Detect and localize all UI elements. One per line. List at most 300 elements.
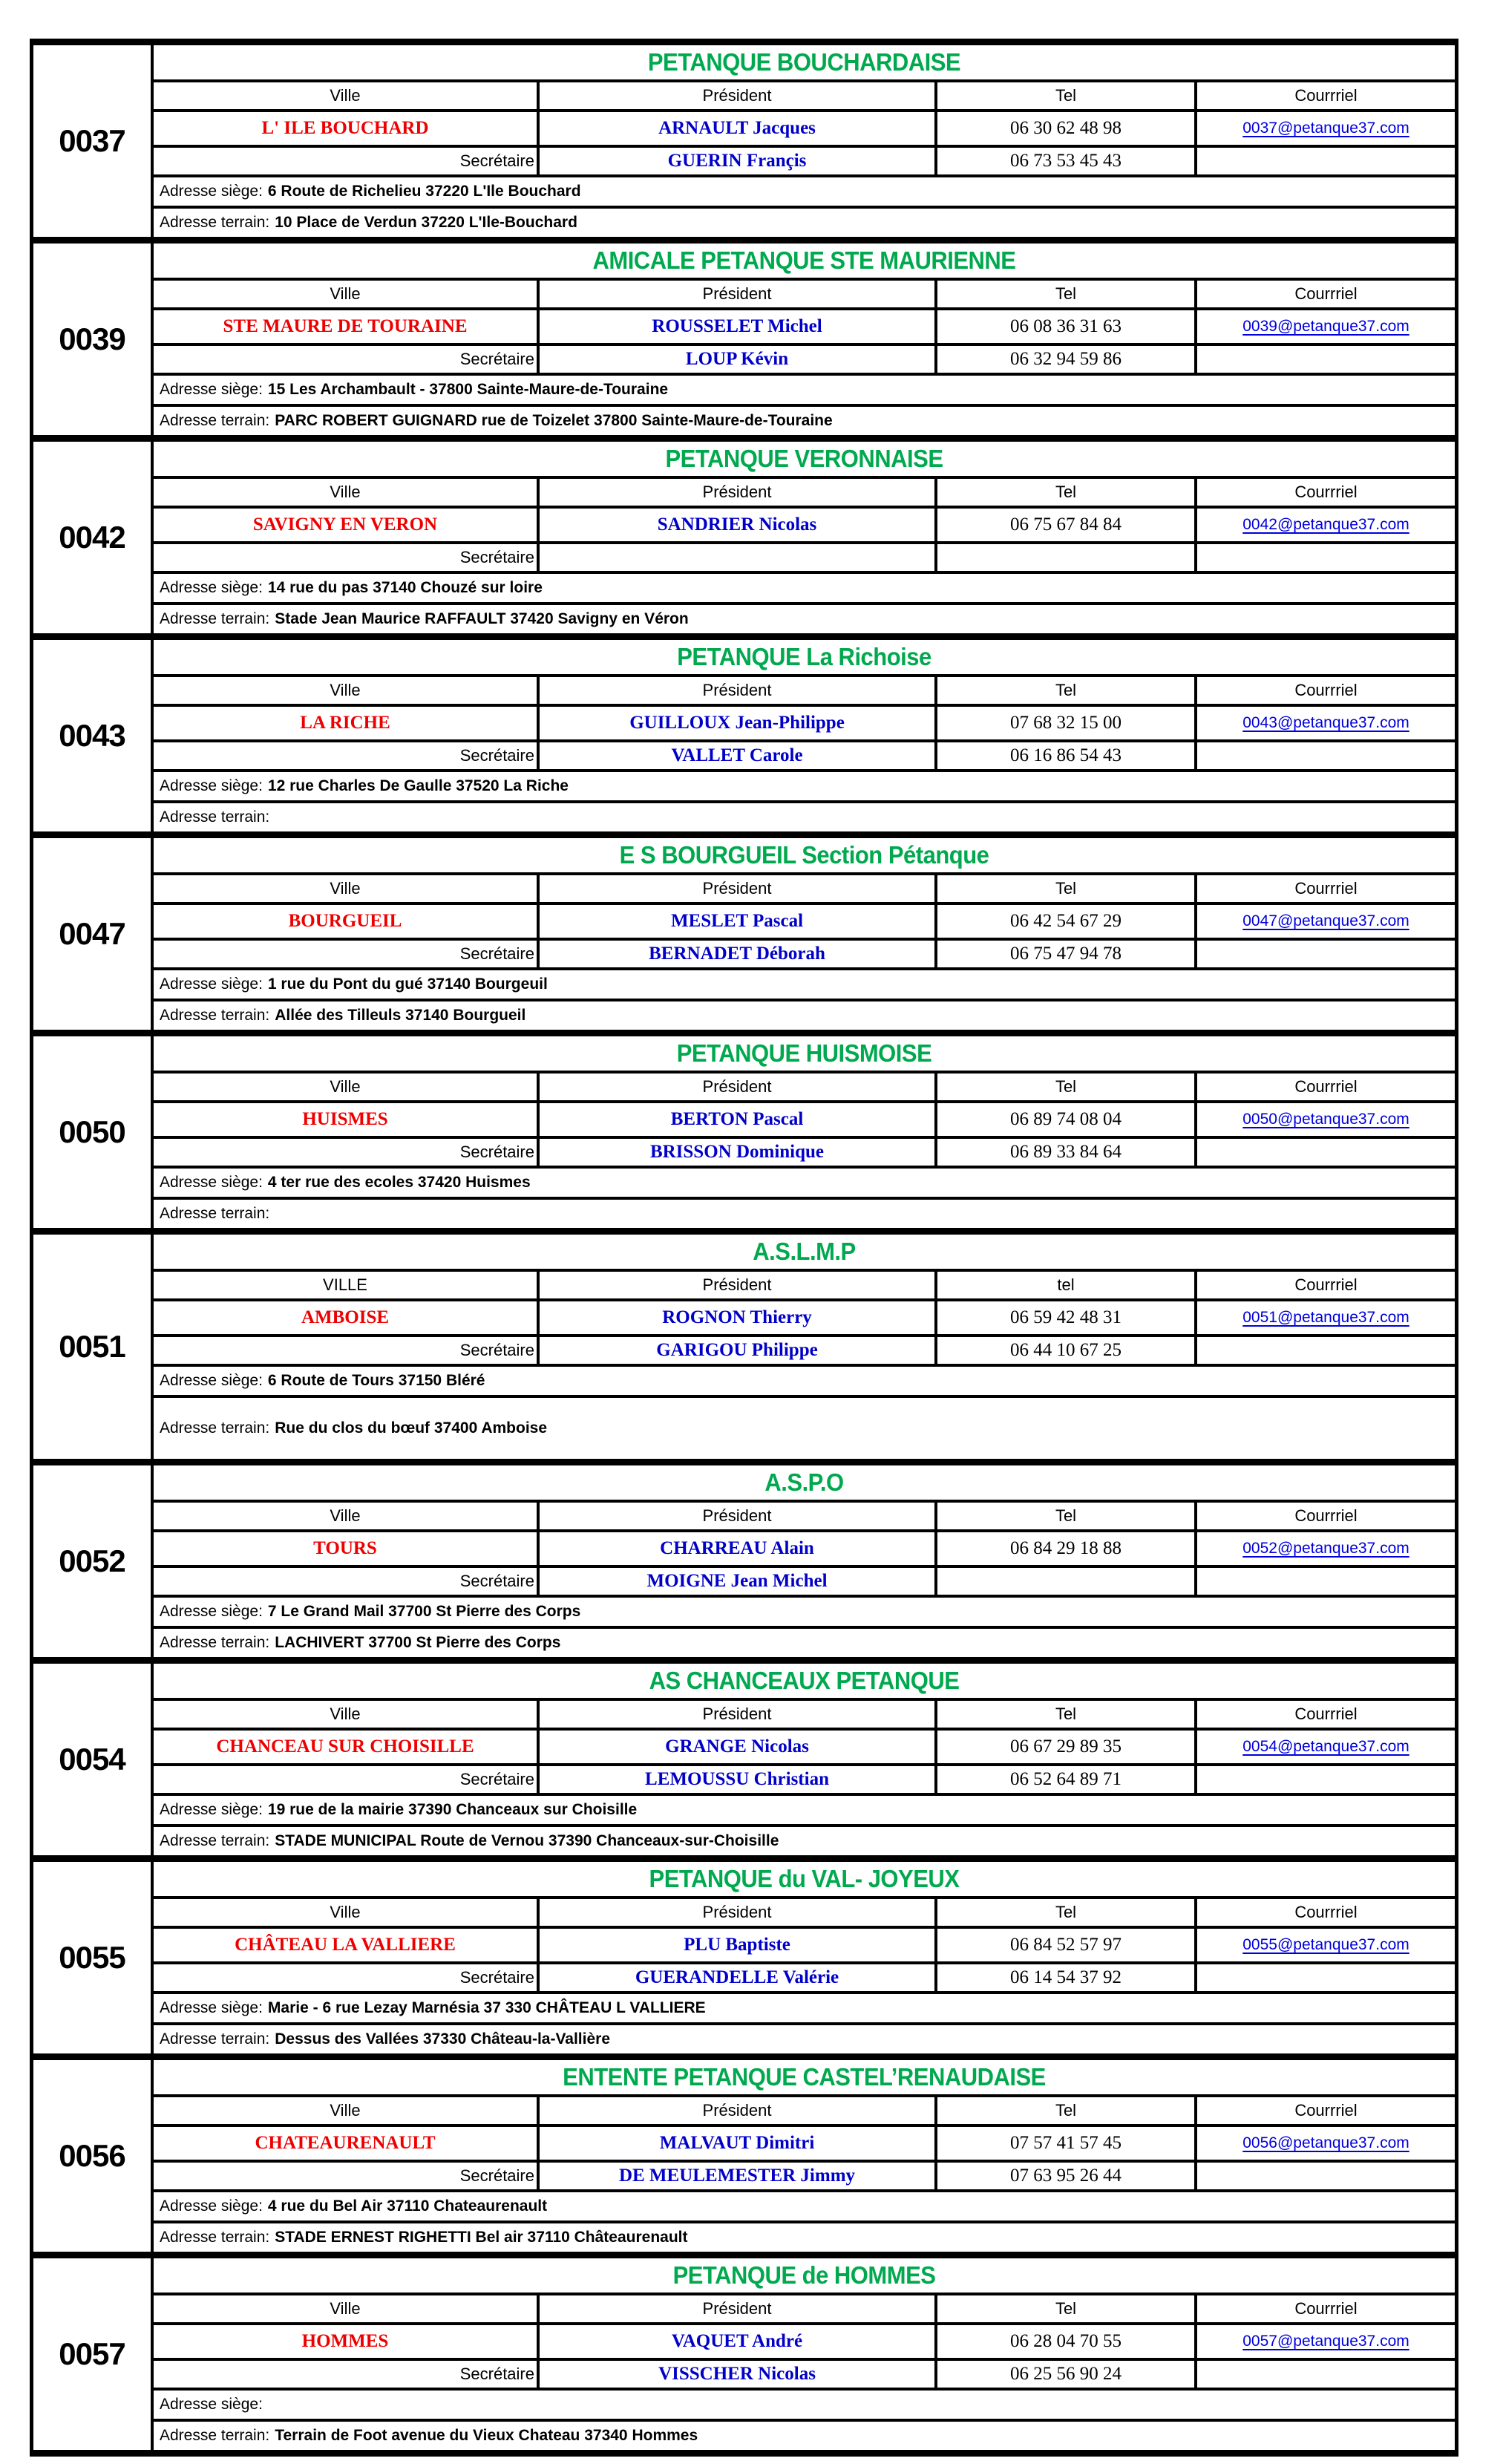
club-city: HUISMES [302, 1109, 388, 1129]
secretary-label: Secrétaire [459, 151, 534, 170]
club-number: 0055 [59, 1940, 125, 1975]
col-header-president: Président [537, 479, 934, 506]
adresse-terrain-row [154, 206, 1455, 237]
club-table [151, 2060, 1455, 2252]
president-email-cell [1194, 310, 1455, 343]
club-table [151, 2258, 1455, 2450]
col-header-president: Président [537, 82, 934, 109]
president-row [154, 2124, 1455, 2160]
secretary-tel: 06 75 47 94 78 [934, 941, 1194, 967]
president-row [154, 1926, 1455, 1961]
column-header-row [154, 1269, 1455, 1298]
secretary-email-cell [1194, 1139, 1455, 1166]
secretary-label: Secrétaire [459, 548, 534, 566]
club-number: 0042 [59, 520, 125, 555]
adresse-siege-row [154, 1595, 1455, 1626]
col-header-president: Président [537, 1701, 934, 1728]
adresse-siege-label: Adresse siège: [160, 183, 263, 200]
col-header-courriel: Courrriel [1194, 1073, 1455, 1100]
club-number: 0051 [59, 1329, 125, 1364]
president-email-cell [1194, 1532, 1455, 1565]
club-city: CHANCEAU SUR CHOISILLE [216, 1736, 474, 1757]
president-email-cell [1194, 509, 1455, 541]
adresse-terrain-label: Adresse terrain: [160, 2427, 270, 2444]
club-number: 0047 [59, 916, 125, 951]
adresse-siege-row [154, 2388, 1455, 2419]
adresse-terrain-label: Adresse terrain: [160, 1832, 270, 1849]
club-title: E S BOURGUEIL Section Pétanque [619, 840, 989, 869]
president-tel: 06 28 04 70 55 [934, 2325, 1194, 2358]
club-block [30, 633, 1458, 831]
president-row [154, 506, 1455, 541]
col-header-ville: Ville [330, 1705, 361, 1723]
col-header-tel: Tel [934, 1073, 1194, 1100]
col-header-ville: Ville [330, 2299, 361, 2318]
secretary-label: Secrétaire [459, 1572, 534, 1590]
secretary-row [154, 938, 1455, 967]
adresse-siege-row [154, 2189, 1455, 2220]
club-block [30, 2053, 1458, 2252]
secretary-tel [934, 544, 1194, 571]
clubs-list [30, 39, 1458, 2457]
secretary-label: Secrétaire [459, 350, 534, 368]
adresse-siege-label: Adresse siège: [160, 1372, 263, 1389]
club-number: 0052 [59, 1543, 125, 1578]
secretary-name: BRISSON Dominique [537, 1139, 934, 1166]
adresse-siege-row [154, 967, 1455, 999]
club-block [30, 435, 1458, 633]
club-email-link[interactable]: 0054@petanque37.com [1242, 1738, 1409, 1755]
club-title-row [154, 1664, 1455, 1698]
president-name: ROUSSELET Michel [537, 310, 934, 343]
club-title: PETANQUE HUISMOISE [676, 1039, 932, 1068]
secretary-tel: 06 89 33 84 64 [934, 1139, 1194, 1166]
secretary-label: Secrétaire [459, 1143, 534, 1161]
president-name: GRANGE Nicolas [537, 1731, 934, 1763]
col-header-tel: Tel [934, 875, 1194, 902]
club-city: CHÂTEAU LA VALLIERE [235, 1935, 456, 1955]
president-name: GUILLOUX Jean-Philippe [537, 707, 934, 739]
club-title: PETANQUE VERONNAISE [665, 444, 943, 473]
column-header-row [154, 2293, 1455, 2322]
adresse-siege-value: 12 rue Charles De Gaulle 37520 La Riche [267, 777, 569, 794]
club-email-link[interactable]: 0039@petanque37.com [1242, 318, 1409, 335]
secretary-tel: 06 73 53 45 43 [934, 148, 1194, 174]
col-header-courriel: Courrriel [1194, 479, 1455, 506]
club-block [30, 1855, 1458, 2053]
club-email-link[interactable]: 0051@petanque37.com [1242, 1309, 1409, 1326]
secretary-row [154, 1565, 1455, 1595]
col-header-courriel: Courrriel [1194, 1701, 1455, 1728]
adresse-terrain-label: Adresse terrain: [160, 1419, 270, 1437]
president-row [154, 1529, 1455, 1565]
club-email-link[interactable]: 0047@petanque37.com [1242, 912, 1409, 929]
club-title: PETANQUE du VAL- JOYEUX [649, 1864, 960, 1893]
col-header-ville: Ville [330, 2101, 361, 2120]
club-email-link[interactable]: 0050@petanque37.com [1242, 1111, 1409, 1128]
president-name: SANDRIER Nicolas [537, 509, 934, 541]
secretary-email-cell [1194, 148, 1455, 174]
adresse-siege-label: Adresse siège: [160, 1603, 263, 1620]
col-header-courriel: Courrriel [1194, 1899, 1455, 1926]
secretary-tel: 06 32 94 59 86 [934, 346, 1194, 373]
adresse-terrain-row [154, 1197, 1455, 1228]
adresse-terrain-label: Adresse terrain: [160, 214, 270, 231]
secretary-tel: 06 52 64 89 71 [934, 1766, 1194, 1793]
adresse-siege-value: 14 rue du pas 37140 Chouzé sur loire [267, 579, 543, 596]
club-city: STE MAURE DE TOURAINE [223, 316, 468, 336]
president-email-cell [1194, 707, 1455, 739]
club-number: 0043 [59, 718, 125, 753]
club-table [151, 244, 1455, 435]
club-number: 0056 [59, 2138, 125, 2173]
secretary-tel: 06 25 56 90 24 [934, 2361, 1194, 2388]
secretary-email-cell [1194, 346, 1455, 373]
col-header-courriel: Courrriel [1194, 2295, 1455, 2322]
adresse-terrain-label: Adresse terrain: [160, 1007, 270, 1024]
adresse-siege-row [154, 1166, 1455, 1197]
club-table [151, 45, 1455, 237]
secretary-label: Secrétaire [459, 1968, 534, 1987]
secretary-label: Secrétaire [459, 746, 534, 765]
secretary-email-cell [1194, 1766, 1455, 1793]
president-row [154, 704, 1455, 739]
column-header-row [154, 278, 1455, 307]
secretary-name: VISSCHER Nicolas [537, 2361, 934, 2388]
president-name: BERTON Pascal [537, 1103, 934, 1136]
president-row [154, 902, 1455, 938]
secretary-email-cell [1194, 1568, 1455, 1595]
secretary-tel: 06 44 10 67 25 [934, 1337, 1194, 1364]
club-table [151, 640, 1455, 831]
secretary-row [154, 1961, 1455, 1991]
club-title-row [154, 442, 1455, 476]
adresse-siege-label: Adresse siège: [160, 381, 263, 398]
club-title-row [154, 1235, 1455, 1269]
col-header-courriel: Courrriel [1194, 677, 1455, 704]
club-title: PETANQUE BOUCHARDAISE [647, 48, 961, 76]
secretary-label: Secrétaire [459, 2166, 534, 2185]
president-tel: 06 84 29 18 88 [934, 1532, 1194, 1565]
club-title: A.S.L.M.P [753, 1237, 856, 1266]
club-email-link[interactable]: 0042@petanque37.com [1242, 516, 1409, 533]
club-city: TOURS [313, 1538, 377, 1558]
president-email-cell [1194, 1731, 1455, 1763]
secretary-name: GUERIN Françis [537, 148, 934, 174]
club-title-row [154, 45, 1455, 79]
club-number: 0050 [59, 1114, 125, 1149]
adresse-terrain-label: Adresse terrain: [160, 412, 270, 429]
adresse-terrain-row [154, 999, 1455, 1030]
club-number: 0054 [59, 1742, 125, 1777]
col-header-tel: Tel [934, 677, 1194, 704]
adresse-terrain-value: Rue du clos du bœuf 37400 Amboise [275, 1419, 548, 1437]
secretary-email-cell [1194, 941, 1455, 967]
club-number: 0057 [59, 2336, 125, 2371]
adresse-terrain-value: Stade Jean Maurice RAFFAULT 37420 Savigny en Véron [275, 610, 689, 627]
secretary-row [154, 2358, 1455, 2388]
col-header-ville: VILLE [323, 1275, 367, 1294]
col-header-president: Président [537, 875, 934, 902]
adresse-terrain-label: Adresse terrain: [160, 2030, 270, 2048]
col-header-tel: Tel [934, 1899, 1194, 1926]
secretary-tel: 06 16 86 54 43 [934, 742, 1194, 769]
adresse-siege-label: Adresse siège: [160, 579, 263, 596]
club-email-link[interactable]: 0057@petanque37.com [1242, 2333, 1409, 2350]
president-tel: 06 30 62 48 98 [934, 112, 1194, 145]
col-header-president: Président [537, 1899, 934, 1926]
adresse-terrain-row [154, 602, 1455, 633]
secretary-row [154, 1334, 1455, 1364]
club-email-link[interactable]: 0037@petanque37.com [1242, 120, 1409, 137]
adresse-terrain-value: 10 Place de Verdun 37220 L'Ile-Bouchard [275, 214, 577, 231]
secretary-row [154, 2160, 1455, 2189]
club-block [30, 39, 1458, 237]
adresse-terrain-value: LACHIVERT 37700 St Pierre des Corps [275, 1634, 561, 1651]
adresse-terrain-row [154, 1395, 1455, 1459]
col-header-president: Président [537, 2295, 934, 2322]
president-row [154, 1100, 1455, 1136]
col-header-president: Président [537, 2097, 934, 2124]
adresse-siege-value: 4 rue du Bel Air 37110 Chateaurenault [267, 2197, 548, 2215]
club-block [30, 1228, 1458, 1459]
president-row [154, 1298, 1455, 1334]
adresse-terrain-label: Adresse terrain: [160, 610, 270, 627]
secretary-email-cell [1194, 544, 1455, 571]
col-header-president: Président [537, 1073, 934, 1100]
president-tel: 06 84 52 57 97 [934, 1929, 1194, 1961]
col-header-president: Président [537, 281, 934, 307]
club-title: PETANQUE de HOMMES [672, 2261, 936, 2290]
col-header-president: Président [537, 1503, 934, 1529]
col-header-ville: Ville [330, 1077, 361, 1096]
secretary-name: VALLET Carole [537, 742, 934, 769]
adresse-terrain-row [154, 1824, 1455, 1855]
adresse-siege-row [154, 1364, 1455, 1395]
adresse-siege-row [154, 571, 1455, 602]
adresse-terrain-value: STADE ERNEST RIGHETTI Bel air 37110 Châteaurenault [275, 2229, 688, 2246]
president-email-cell [1194, 2127, 1455, 2160]
president-name: ARNAULT Jacques [537, 112, 934, 145]
club-title: AMICALE PETANQUE STE MAURIENNE [592, 246, 1016, 275]
column-header-row [154, 1698, 1455, 1728]
secretary-email-cell [1194, 1964, 1455, 1991]
club-table [151, 1036, 1455, 1228]
president-tel: 06 42 54 67 29 [934, 905, 1194, 938]
secretary-tel: 07 63 95 26 44 [934, 2163, 1194, 2189]
adresse-terrain-label: Adresse terrain: [160, 2229, 270, 2246]
secretary-tel: 06 14 54 37 92 [934, 1964, 1194, 1991]
adresse-siege-value: 19 rue de la mairie 37390 Chanceaux sur Choisille [267, 1801, 638, 1818]
adresse-terrain-row [154, 800, 1455, 831]
adresse-siege-label: Adresse siège: [160, 1999, 263, 2016]
secretary-email-cell [1194, 2163, 1455, 2189]
col-header-tel: Tel [934, 1701, 1194, 1728]
club-email-link[interactable]: 0043@petanque37.com [1242, 714, 1409, 731]
president-email-cell [1194, 1929, 1455, 1961]
adresse-siege-row [154, 373, 1455, 404]
column-header-row [154, 872, 1455, 902]
club-table [151, 442, 1455, 633]
president-name: VAQUET André [537, 2325, 934, 2358]
club-block [30, 1657, 1458, 1855]
club-title-row [154, 1862, 1455, 1896]
col-header-ville: Ville [330, 681, 361, 699]
col-header-courriel: Courrriel [1194, 875, 1455, 902]
adresse-siege-value: 6 Route de Tours 37150 Bléré [267, 1372, 485, 1389]
secretary-row [154, 739, 1455, 769]
secretary-tel [934, 1568, 1194, 1595]
col-header-tel: tel [934, 1272, 1194, 1298]
col-header-tel: Tel [934, 281, 1194, 307]
adresse-terrain-value: STADE MUNICIPAL Route de Vernou 37390 Chanceaux-sur-Choisille [275, 1832, 779, 1849]
president-tel: 07 57 41 57 45 [934, 2127, 1194, 2160]
adresse-siege-label: Adresse siège: [160, 2396, 263, 2413]
adresse-terrain-value: PARC ROBERT GUIGNARD rue de Toizelet 37800 Sainte-Maure-de-Touraine [275, 412, 833, 429]
club-title: A.S.P.O [764, 1468, 844, 1497]
president-row [154, 307, 1455, 343]
column-header-row [154, 79, 1455, 109]
col-header-tel: Tel [934, 479, 1194, 506]
secretary-name: GARIGOU Philippe [537, 1337, 934, 1364]
club-title: PETANQUE La Richoise [677, 642, 931, 671]
club-table [151, 1235, 1455, 1459]
col-header-tel: Tel [934, 1503, 1194, 1529]
club-city: L' ILE BOUCHARD [261, 118, 429, 138]
column-header-row [154, 1071, 1455, 1100]
col-header-ville: Ville [330, 879, 361, 898]
secretary-name: MOIGNE Jean Michel [537, 1568, 934, 1595]
club-title-row [154, 838, 1455, 872]
adresse-terrain-value: Dessus des Vallées 37330 Château-la-Vallière [275, 2030, 611, 2048]
col-header-ville: Ville [330, 483, 361, 501]
column-header-row [154, 674, 1455, 704]
adresse-siege-value: 7 Le Grand Mail 37700 St Pierre des Corps [267, 1603, 581, 1620]
adresse-siege-label: Adresse siège: [160, 777, 263, 794]
adresse-siege-row [154, 769, 1455, 800]
president-row [154, 1728, 1455, 1763]
president-email-cell [1194, 905, 1455, 938]
president-name: ROGNON Thierry [537, 1301, 934, 1334]
secretary-email-cell [1194, 2361, 1455, 2388]
club-block [30, 2252, 1458, 2450]
club-email-link[interactable]: 0056@petanque37.com [1242, 2134, 1409, 2151]
adresse-siege-row [154, 1793, 1455, 1824]
adresse-terrain-row [154, 1626, 1455, 1657]
club-city: CHATEAURENAULT [255, 2133, 436, 2153]
col-header-ville: Ville [330, 284, 361, 303]
col-header-ville: Ville [330, 86, 361, 105]
president-tel: 06 59 42 48 31 [934, 1301, 1194, 1334]
adresse-siege-value: 4 ter rue des ecoles 37420 Huismes [267, 1174, 531, 1191]
col-header-tel: Tel [934, 2295, 1194, 2322]
col-header-president: Président [537, 677, 934, 704]
adresse-siege-row [154, 1991, 1455, 2022]
col-header-courriel: Courrriel [1194, 281, 1455, 307]
adresse-siege-value: Marie - 6 rue Lezay Marnésia 37 330 CHÂTEAU L VALLIERE [267, 1999, 706, 2016]
club-title-row [154, 2258, 1455, 2293]
adresse-terrain-label: Adresse terrain: [160, 1634, 270, 1651]
col-header-tel: Tel [934, 82, 1194, 109]
club-table [151, 1862, 1455, 2053]
adresse-siege-value: 6 Route de Richelieu 37220 L'Ile Bouchard [267, 183, 581, 200]
club-title-row [154, 640, 1455, 674]
secretary-row [154, 145, 1455, 174]
column-header-row [154, 1896, 1455, 1926]
secretary-name: GUERANDELLE Valérie [537, 1964, 934, 1991]
club-block [30, 1030, 1458, 1228]
club-title-row [154, 244, 1455, 278]
adresse-terrain-row [154, 404, 1455, 435]
adresse-terrain-value: Allée des Tilleuls 37140 Bourgueil [275, 1007, 526, 1024]
secretary-name [537, 544, 934, 571]
club-table [151, 1664, 1455, 1855]
club-table [151, 838, 1455, 1030]
secretary-label: Secrétaire [459, 1341, 534, 1359]
president-tel: 06 08 36 31 63 [934, 310, 1194, 343]
adresse-terrain-row [154, 2022, 1455, 2053]
club-city: AMBOISE [301, 1307, 390, 1327]
adresse-siege-row [154, 174, 1455, 206]
adresse-terrain-label: Adresse terrain: [160, 808, 270, 826]
president-name: CHARREAU Alain [537, 1532, 934, 1565]
president-email-cell [1194, 112, 1455, 145]
president-name: PLU Baptiste [537, 1929, 934, 1961]
secretary-label: Secrétaire [459, 1770, 534, 1788]
adresse-terrain-row [154, 2220, 1455, 2252]
president-tel: 06 67 29 89 35 [934, 1731, 1194, 1763]
secretary-label: Secrétaire [459, 2365, 534, 2383]
president-tel: 06 89 74 08 04 [934, 1103, 1194, 1136]
president-row [154, 109, 1455, 145]
president-name: MALVAUT Dimitri [537, 2127, 934, 2160]
club-table [151, 1465, 1455, 1657]
column-header-row [154, 2094, 1455, 2124]
secretary-row [154, 1136, 1455, 1166]
president-email-cell [1194, 2325, 1455, 2358]
club-title: AS CHANCEAUX PETANQUE [649, 1666, 960, 1695]
secretary-name: LOUP Kévin [537, 346, 934, 373]
col-header-president: Président [537, 1272, 934, 1298]
secretary-row [154, 343, 1455, 373]
secretary-row [154, 1763, 1455, 1793]
club-title-row [154, 2060, 1455, 2094]
president-email-cell [1194, 1103, 1455, 1136]
club-email-link[interactable]: 0055@petanque37.com [1242, 1936, 1409, 1953]
adresse-siege-label: Adresse siège: [160, 2197, 263, 2215]
president-row [154, 2322, 1455, 2358]
col-header-courriel: Courrriel [1194, 1272, 1455, 1298]
president-tel: 06 75 67 84 84 [934, 509, 1194, 541]
col-header-courriel: Courrriel [1194, 1503, 1455, 1529]
adresse-siege-value: 15 Les Archambault - 37800 Sainte-Maure-de-Touraine [267, 381, 669, 398]
secretary-name: LEMOUSSU Christian [537, 1766, 934, 1793]
col-header-tel: Tel [934, 2097, 1194, 2124]
club-number: 0039 [59, 321, 125, 356]
adresse-siege-value: 1 rue du Pont du gué 37140 Bourgeuil [267, 976, 548, 993]
president-name: MESLET Pascal [537, 905, 934, 938]
club-email-link[interactable]: 0052@petanque37.com [1242, 1540, 1409, 1557]
club-city: HOMMES [301, 2331, 389, 2351]
club-city: LA RICHE [300, 713, 390, 733]
club-number: 0037 [59, 123, 125, 158]
adresse-terrain-row [154, 2419, 1455, 2450]
president-email-cell [1194, 1301, 1455, 1334]
column-header-row [154, 476, 1455, 506]
col-header-courriel: Courrriel [1194, 82, 1455, 109]
club-title-row [154, 1036, 1455, 1071]
president-tel: 07 68 32 15 00 [934, 707, 1194, 739]
